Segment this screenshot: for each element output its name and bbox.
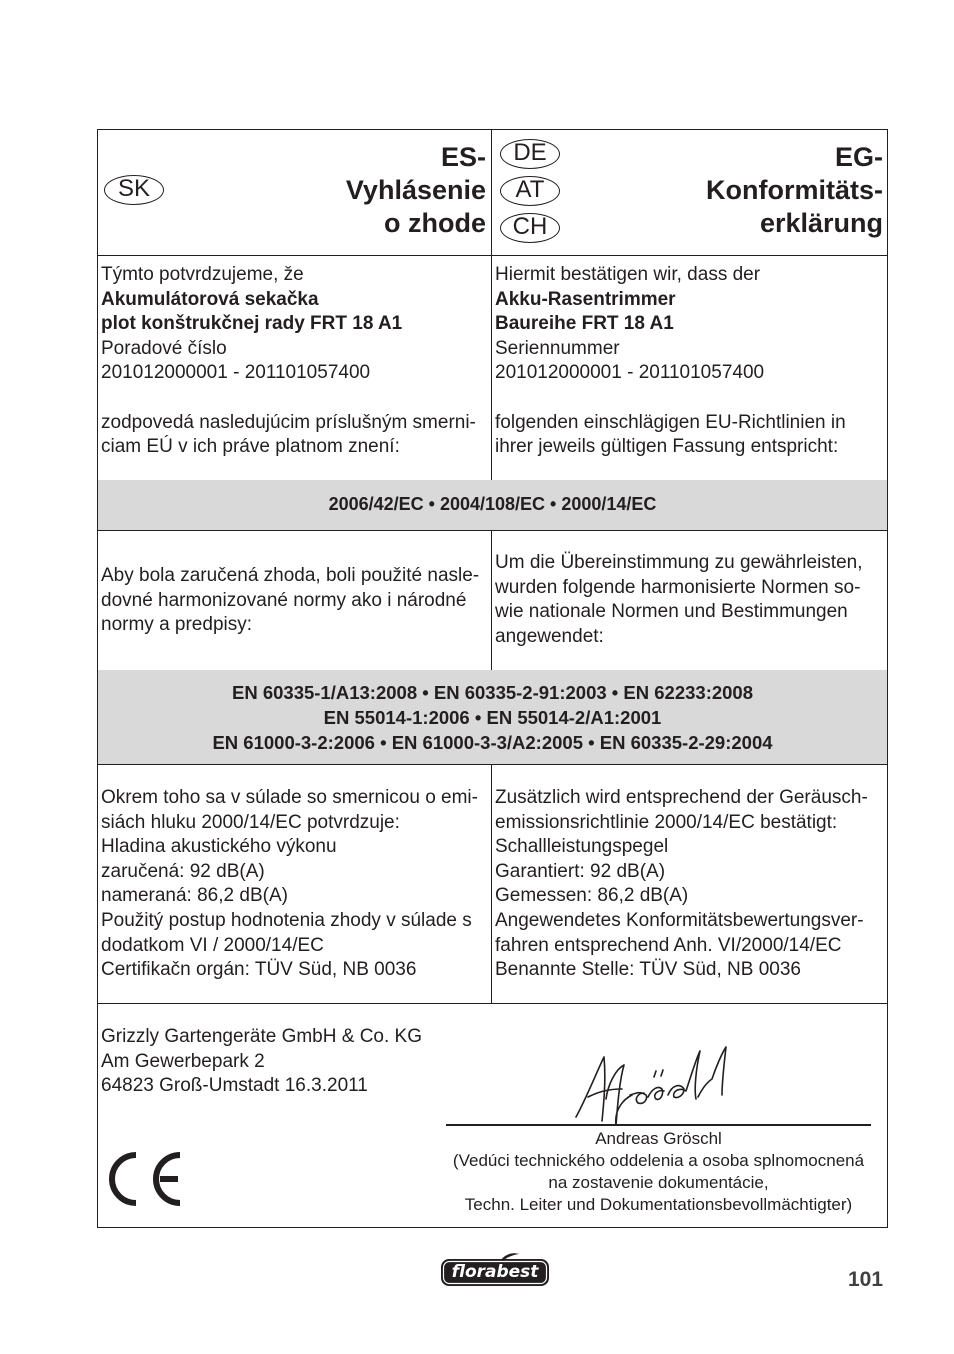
intro-row xyxy=(98,255,887,481)
de-title: EG- Konformitäts- erklärung xyxy=(706,142,883,238)
at-badge: AT xyxy=(500,176,560,206)
header-divider xyxy=(491,130,492,255)
signatory-name: Andreas Gröschl xyxy=(595,1129,722,1148)
de-badge: DE xyxy=(500,139,560,169)
signatory-role-sk2: na zostavenie dokumentácie, xyxy=(548,1173,769,1192)
signatory-role-sk1: (Vedúci technického oddelenia a osoba splnomocnená xyxy=(452,1151,865,1170)
directives-text: 2006/42/EC • 2004/108/EC • 2000/14/EC xyxy=(328,494,657,514)
signature-line xyxy=(446,1124,871,1126)
noise-row xyxy=(98,764,887,1004)
sk-badge: SK xyxy=(104,175,164,205)
florabest-logo xyxy=(439,1252,551,1288)
signature-area xyxy=(98,1003,887,1227)
ch-badge: CH xyxy=(500,213,560,243)
signatory-role-de: Techn. Leiter und Dokumentationsbevollmächtigter) xyxy=(464,1195,853,1214)
noise-divider xyxy=(491,764,492,1003)
signature-image xyxy=(566,1039,766,1129)
intro-divider xyxy=(491,255,492,480)
harmonized-divider xyxy=(491,530,492,670)
directives-row xyxy=(98,480,887,531)
intro-sk: Týmto potvrdzujeme, že Akumulátorová sekačka plot konštrukčnej rady FRT 18 A1 Poradové číslo 201012000001 - 201101057400 zodpovedá nasledujúcim príslušným smerni- ciam EÚ v ich práve platnom znení: xyxy=(101,264,476,458)
declaration-frame xyxy=(97,129,888,1228)
harmonized-de: Um die Übereinstimmung zu gewährleisten, wurden folgende harmonisierte Normen so- wie nationale Normen und Bestimmungen angewendet: xyxy=(495,552,863,647)
harmonized-row xyxy=(98,530,887,671)
ce-mark-icon xyxy=(106,1149,186,1209)
signatory-block xyxy=(418,1128,899,1216)
standards-row xyxy=(98,670,887,765)
noise-de: Zusätzlich wird entsprechend der Geräusch- emissionsrichtlinie 2000/14/EC bestätigt: Schallleistungspegel Garantiert: 92 dB(A) Gemessen: 86,2 dB(A) Angewendetes Konformitätsbewertungsver- fahren entsprechend Anh. VI/2000/14/EC Benannte Stelle: TÜV Süd, NB 0036 xyxy=(495,787,868,981)
page-number: 101 xyxy=(848,1268,884,1291)
sk-title: ES- Vyhlásenie o zhode xyxy=(345,142,486,238)
noise-sk: Okrem toho sa v súlade so smernicou o emi- siách hluku 2000/14/EC potvrdzuje: Hladina akustického výkonu zaručená: 92 dB(A) nameraná: 86,2 dB(A) Použitý postup hodnotenia zhody v súlade s dodatkom VI / 2000/14/EC Certifikačn orgán: TÜV Süd, NB 0036 xyxy=(101,787,478,981)
harmonized-sk: Aby bola zaručená zhoda, boli použité nasle- dovné harmonizované normy ako i národné normy a predpisy: xyxy=(101,565,480,636)
standards-text: EN 60335-1/A13:2008 • EN 60335-2-91:2003 • EN 62233:2008 EN 55014-1:2006 • EN 55014-2/A1:2001 EN 61000-3-2:2006 • EN 61000-3-3/A2:2005 • EN 60335-2-29:2004 xyxy=(212,682,773,753)
company-address: Grizzly Gartengeräte GmbH & Co. KG Am Gewerbepark 2 64823 Groß-Umstadt 16.3.2011 xyxy=(101,1026,422,1097)
header-row xyxy=(98,130,887,256)
intro-de: Hiermit bestätigen wir, dass der Akku-Rasentrimmer Baureihe FRT 18 A1 Seriennummer 201012000001 - 201101057400 folgenden einschlägigen EU-Richtlinien in ihrer jeweils gültigen Fassung entspricht: xyxy=(495,264,846,458)
logo-text: florabest xyxy=(451,1262,539,1282)
